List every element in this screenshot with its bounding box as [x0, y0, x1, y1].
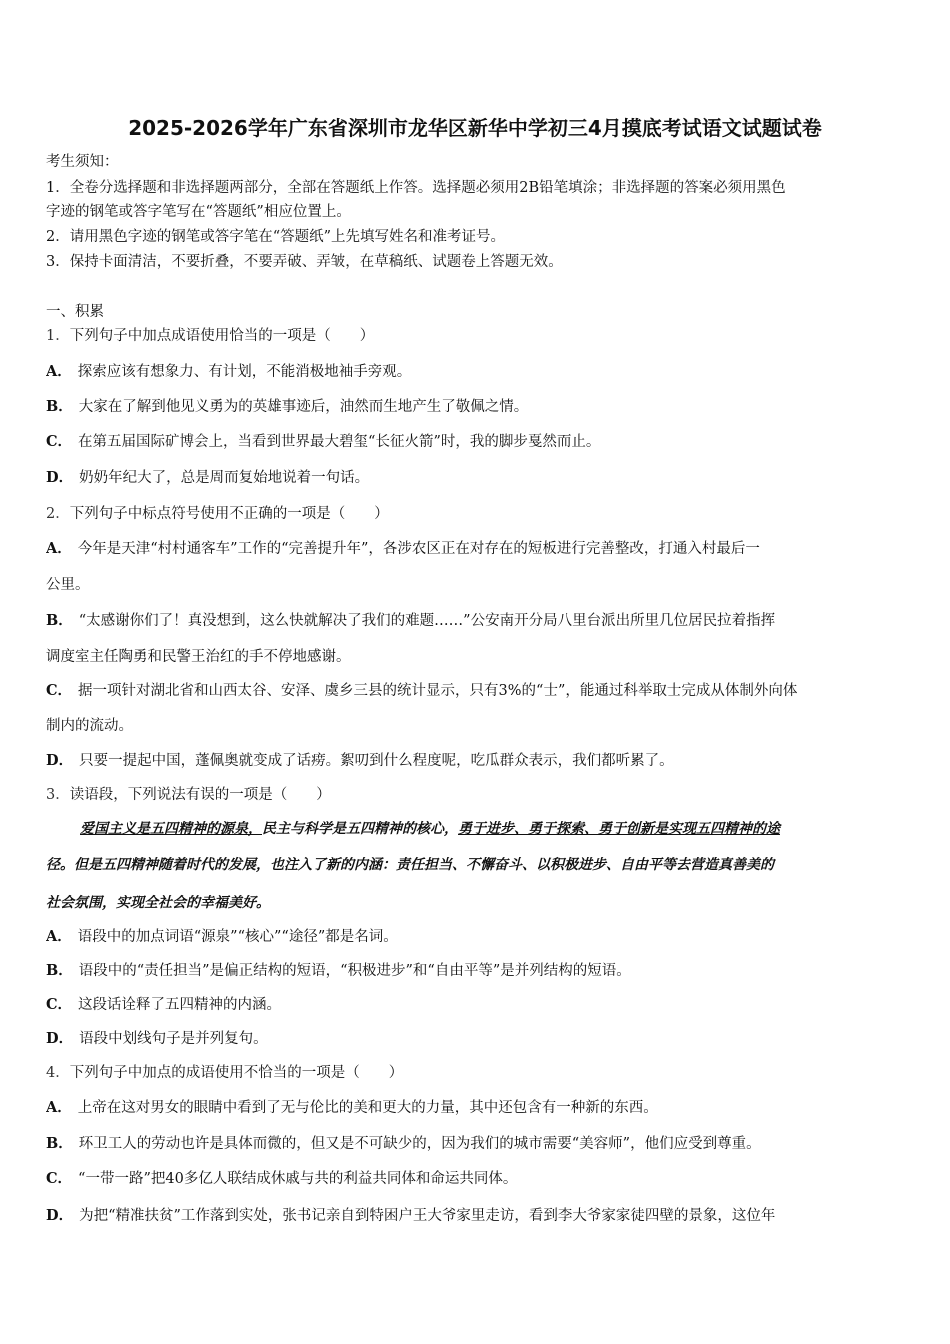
q3-option-d[interactable]: [46, 1029, 908, 1049]
q3-option-b[interactable]: [46, 961, 908, 981]
option-label: A．: [46, 540, 72, 557]
passage-line-2: 径。但是五四精神随着时代的发展，也注入了新的内涵：责任担当、不懈奋斗、以积极进步、自由平等去营造真善美的: [46, 857, 774, 873]
passage-line-3: 社会氛围，实现全社会的幸福美好。: [46, 895, 270, 911]
option-label: C．: [46, 433, 73, 450]
question-number: 3．: [46, 787, 70, 803]
option-label: D．: [46, 1207, 74, 1224]
option-text: 在第五届国际矿博会上，当看到世界最大碧玺“长征火箭”时，我的脚步戛然而止。: [78, 434, 601, 450]
q2-option-b[interactable]: [46, 611, 908, 631]
notice-line: 字迹的钢笔或答字笔写在“答题纸”相应位置上。: [46, 204, 351, 220]
q1-option-c[interactable]: [46, 432, 908, 452]
question-text: 下列句子中加点成语使用恰当的一项是（ ）: [69, 328, 375, 344]
option-label: C．: [46, 996, 73, 1013]
option-text: 语段中的“责任担当”是偏正结构的短语，“积极进步”和“自由平等”是并列结构的短语。: [78, 963, 631, 979]
option-text: 语段中划线句子是并列复句。: [79, 1031, 268, 1047]
option-text: “一带一路”把40多亿人联结成休戚与共的利益共同体和命运共同体。: [78, 1171, 518, 1187]
option-text: 据一项针对湖北省和山西太谷、安泽、虞乡三县的统计显示，只有3%的“士”，能通过科举取士完成从体制外向体: [78, 683, 798, 699]
question-number: 4．: [46, 1065, 70, 1081]
passage-underlined: 爱国主义是五四精神的源泉，: [80, 821, 262, 837]
q3-option-a[interactable]: [46, 927, 908, 947]
option-label: D．: [46, 1030, 74, 1047]
question-1-stem: [46, 326, 908, 346]
question-4-stem: [46, 1063, 908, 1083]
notice-line: 3．保持卡面清洁，不要折叠，不要弄破、弄皱，在草稿纸、试题卷上答题无效。: [46, 254, 563, 270]
question-number: 2．: [46, 506, 70, 522]
q2-option-d[interactable]: [46, 751, 908, 771]
option-text: 奶奶年纪大了，总是周而复始地说着一句话。: [79, 470, 370, 486]
question-3-stem: [46, 785, 908, 805]
option-label: D．: [46, 469, 74, 486]
option-text: “太感谢你们了！真没想到，这么快就解决了我们的难题……”公安南开分局八里台派出所里几位居民拉着指挥: [78, 613, 776, 629]
section-heading: 一、积累: [46, 304, 104, 320]
option-label: B．: [46, 398, 73, 415]
option-text: 今年是天津“村村通客车”工作的“完善提升年”，各涉农区正在对存在的短板进行完善整改，打通入村最后一: [77, 541, 760, 557]
question-2-stem: [46, 504, 908, 524]
question-text: 读语段，下列说法有误的一项是（ ）: [69, 787, 331, 803]
option-label: B．: [46, 1135, 73, 1152]
q2-option-a[interactable]: [46, 539, 908, 559]
notice-heading: 考生须知：: [46, 154, 119, 170]
q4-option-d[interactable]: [46, 1206, 908, 1226]
question-text: 下列句子中标点符号使用不正确的一项是（ ）: [69, 506, 389, 522]
option-label: C．: [46, 682, 73, 699]
option-label: D．: [46, 752, 74, 769]
passage-underlined: 勇于进步、勇于探索、勇于创新是实现五四精神的途: [458, 821, 780, 837]
option-text: 为把“精准扶贫”工作落到实处，张书记亲自到特困户王大爷家里走访，看到李大爷家家徒四壁的景象，这位年: [79, 1208, 776, 1224]
q4-option-b[interactable]: [46, 1134, 908, 1154]
q3-option-c[interactable]: [46, 995, 908, 1015]
option-text: 这段话诠释了五四精神的内涵。: [78, 997, 282, 1013]
q4-option-c[interactable]: [46, 1169, 908, 1189]
option-label: A．: [46, 928, 72, 945]
q2-option-a-cont: 公里。: [46, 577, 90, 593]
option-label: A．: [46, 1099, 72, 1116]
q2-option-c-cont: 制内的流动。: [46, 718, 133, 734]
option-label: C．: [46, 1170, 73, 1187]
passage-text: 民主与科学是五四精神的核心，: [262, 821, 458, 837]
option-text: 上帝在这对男女的眼睛中看到了无与伦比的美和更大的力量，其中还包含有一种新的东西。: [77, 1100, 658, 1116]
notice-line: 1．全卷分选择题和非选择题两部分，全部在答题纸上作答。选择题必须用2B铅笔填涂；非选择题的答案必须用黑色: [46, 180, 786, 196]
q2-option-c[interactable]: [46, 681, 908, 701]
question-number: 1．: [46, 328, 70, 344]
option-label: B．: [46, 962, 73, 979]
option-text: 探索应该有想象力、有计划，不能消极地袖手旁观。: [77, 364, 412, 380]
question-text: 下列句子中加点的成语使用不恰当的一项是（ ）: [69, 1065, 404, 1081]
q4-option-a[interactable]: [46, 1098, 908, 1118]
notice-line: 2．请用黑色字迹的钢笔或答字笔在“答题纸”上先填写姓名和准考证号。: [46, 229, 506, 245]
option-label: A．: [46, 363, 72, 380]
option-text: 语段中的加点词语“源泉”“核心”“途径”都是名词。: [77, 929, 398, 945]
option-label: B．: [46, 612, 73, 629]
option-text: 大家在了解到他见义勇为的英雄事迹后，油然而生地产生了敬佩之情。: [78, 399, 529, 415]
q2-option-b-cont: 调度室主任陶勇和民警王治红的手不停地感谢。: [46, 649, 351, 665]
q1-option-d[interactable]: [46, 468, 908, 488]
option-text: 环卫工人的劳动也许是具体而微的，但又是不可缺少的，因为我们的城市需要“美容师”，他们应受到尊重。: [78, 1136, 761, 1152]
q1-option-b[interactable]: [46, 397, 908, 417]
passage-line-1: [80, 819, 908, 839]
option-text: 只要一提起中国，蓬佩奥就变成了话痨。絮叨到什么程度呢，吃瓜群众表示，我们都听累了。: [79, 753, 674, 769]
q1-option-a[interactable]: [46, 362, 908, 382]
page-title: 2025-2026学年广东省深圳市龙华区新华中学初三4月摸底考试语文试题试卷: [128, 116, 822, 140]
